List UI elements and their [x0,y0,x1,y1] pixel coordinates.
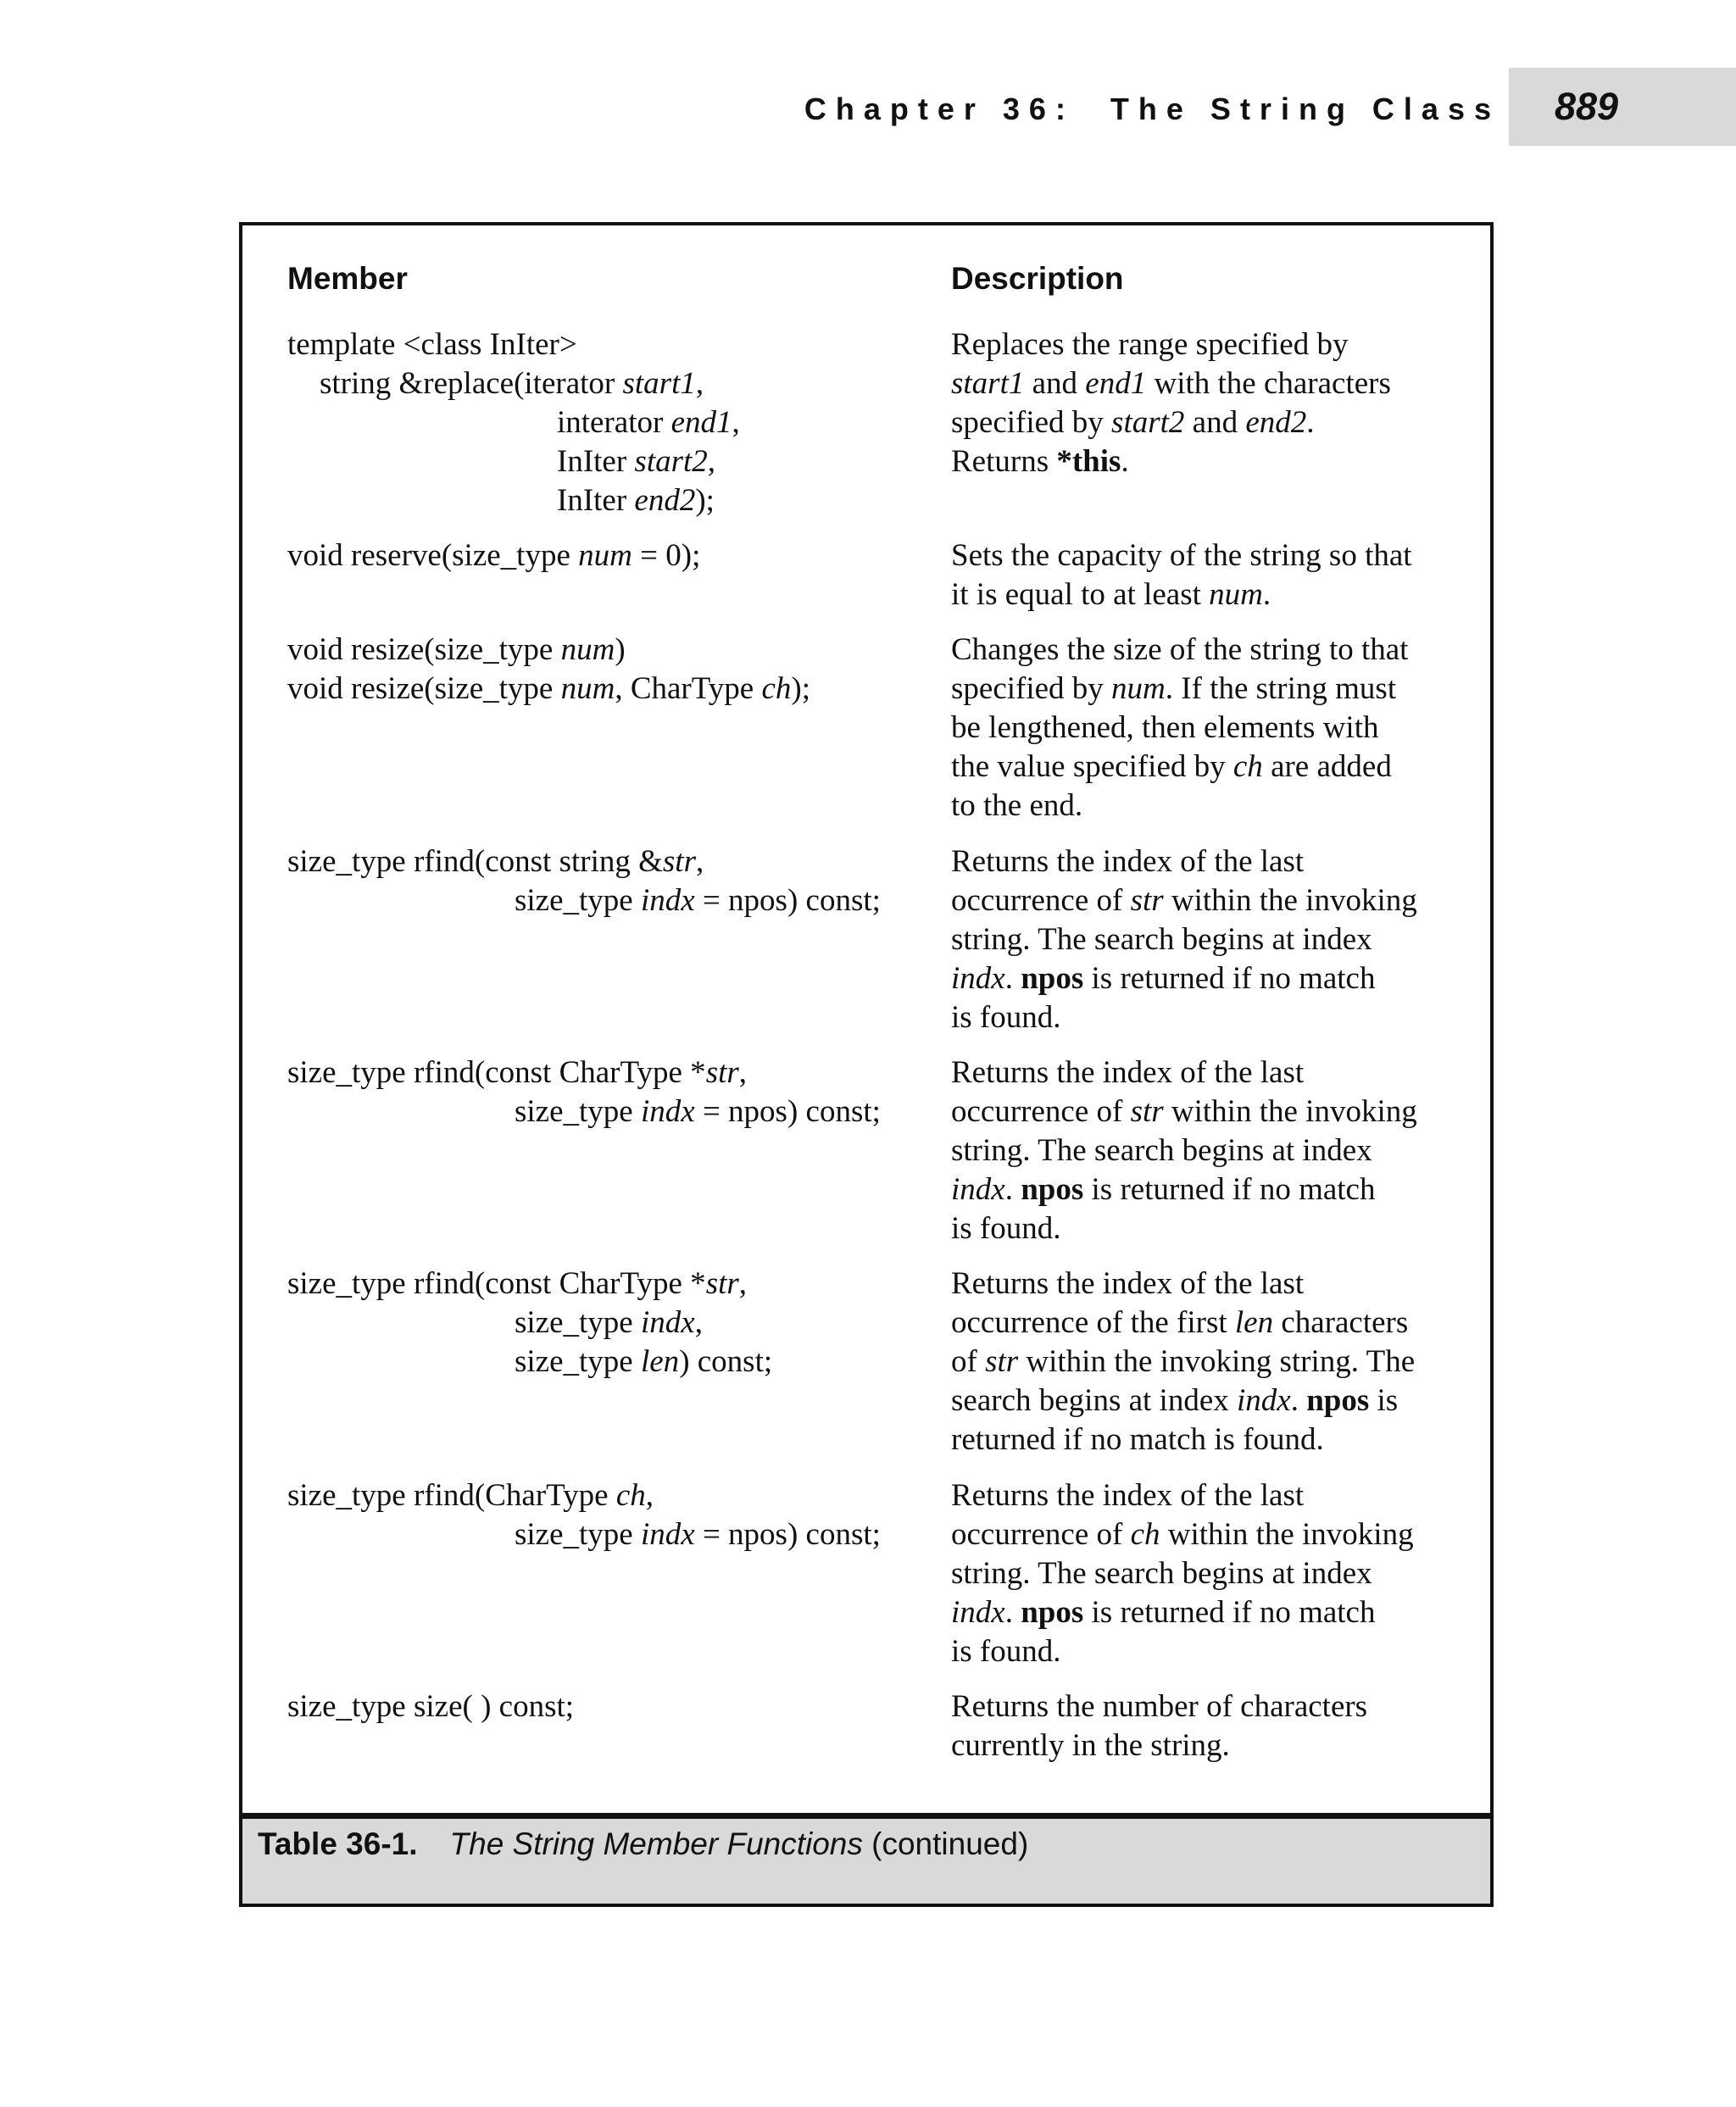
member-signature: size_type rfind(const CharType *str, size_type indx = npos) const; [287,1055,881,1129]
member-description: Returns the index of the last occurrence of ch within the invoking string. The search begins at index indx. npos is returned if no match is found. [951,1478,1414,1669]
member-description: Returns the index of the last occurrence of str within the invoking string. The search begins at index indx. npos is returned if no match is found. [951,1055,1417,1246]
member-description: Replaces the range specified by start1 and end1 with the characters specified by start2 and end2. Returns *this. [951,327,1391,479]
caption-divider [239,1813,1494,1819]
member-description: Sets the capacity of the string so that it is equal to at least num. [951,538,1412,612]
caption-title: The String Member Functions [449,1826,863,1861]
member-description: Changes the size of the string to that specified by num. If the string must be lengthened, then elements with the value specified by ch are added to the end. [951,632,1409,823]
caption-suffix: (continued) [871,1826,1029,1861]
member-signature: size_type rfind(const CharType *str, size_type indx, size_type len) const; [287,1266,773,1379]
member-signature: void reserve(size_type num = 0); [287,538,701,573]
member-description: Returns the index of the last occurrence of the first len characters of str within the invoking string. The search begins at index indx. npos is returned if no match is found. [951,1266,1416,1457]
running-head: Chapter 36: The String Class [804,92,1500,126]
page-number-tab [1509,68,1736,146]
page-number: 889 [1555,85,1619,128]
member-description: Returns the index of the last occurrence of str within the invoking string. The search begins at index indx. npos is returned if no match is found. [951,844,1417,1035]
member-signature: size_type rfind(const string &str, size_type indx = npos) const; [287,844,881,918]
column-header-member: Member [287,261,408,296]
column-header-description: Description [951,261,1124,296]
member-description: Returns the number of characters currently in the string. [951,1689,1368,1763]
member-signature: void resize(size_type num) void resize(size_type num, CharType ch); [287,632,810,706]
member-signature: template <class InIter> string &replace(iterator start1, interator end1, InIter start2, InIter end2); [287,327,740,518]
member-signature: size_type size( ) const; [287,1689,575,1724]
member-signature: size_type rfind(CharType ch, size_type indx = npos) const; [287,1478,881,1552]
table-caption [258,1826,1028,1862]
caption-label: Table 36-1. [258,1826,418,1861]
